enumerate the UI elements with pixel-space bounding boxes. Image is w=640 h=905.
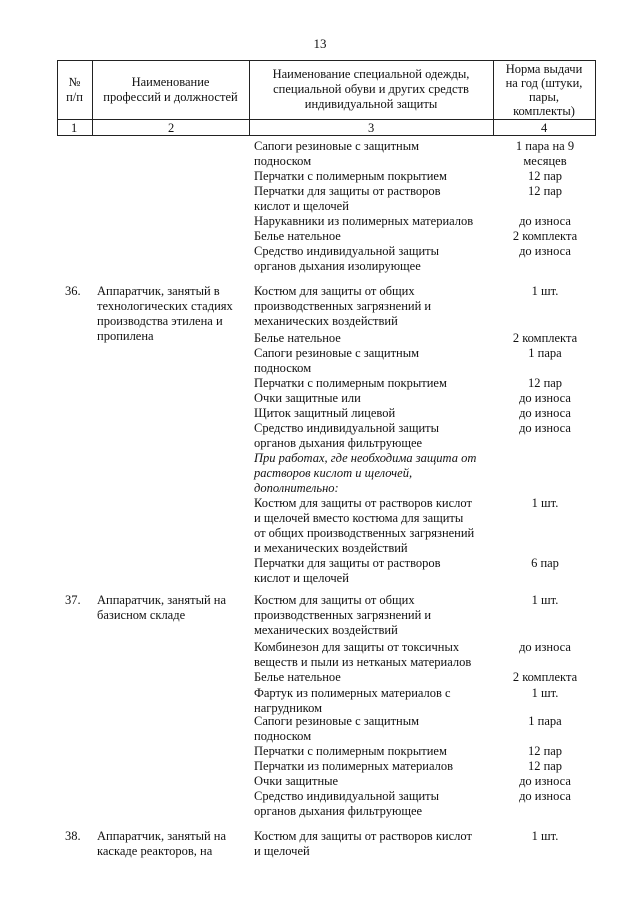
equipment-item-line: производственных загрязнений и [254,608,432,622]
equipment-item-line: Перчатки для защиты от растворов [254,184,441,198]
issue-norm: до износа [519,244,571,258]
issue-norm: 1 пара [528,346,562,360]
issue-norm: 1 пара [528,714,562,728]
issue-norm: 2 комплекта [512,670,578,684]
equipment-item-line: Сапоги резиновые с защитным [254,714,420,728]
equipment-item-line: Нарукавники из полимерных материалов [254,214,474,228]
equipment-item-line: растворов кислот и щелочей, [254,466,413,480]
issue-norm: 1 шт. [531,496,559,510]
equipment-item-line: Перчатки с полимерным покрытием [254,169,447,183]
issue-norm: 1 шт. [531,686,559,700]
profession-line: технологических стадиях [97,299,233,313]
issue-norm: 1 шт. [531,593,559,607]
equipment-item-line: Средство индивидуальной защиты [254,421,440,435]
equipment-item-line: Очки защитные [254,774,339,788]
header-col-items: Наименование специальной одежды, специальной обуви и других средств индивидуальной защиты [272,67,470,111]
issue-norm: 12 пар [527,376,563,390]
equipment-item-line: дополнительно: [254,481,339,495]
equipment-item-line: Перчатки для защиты от растворов [254,556,441,570]
equipment-item-line: Фартук из полимерных материалов с [254,686,451,700]
equipment-item-line: Перчатки с полимерным покрытием [254,744,447,758]
issue-norm: 12 пар [527,169,563,183]
equipment-item-line: производственных загрязнений и [254,299,432,313]
issue-norm: 2 комплекта [512,229,578,243]
profession-line: Аппаратчик, занятый на [97,829,227,843]
equipment-item-line: от общих производственных загрязнений [254,526,475,540]
equipment-item-line: органов дыхания фильтрующее [254,436,423,450]
equipment-item-line: Костюм для защиты от растворов кислот [254,829,472,843]
issue-norm: до износа [519,789,571,803]
equipment-item-line: и щелочей [254,844,310,858]
row-number: 36. [65,284,81,298]
profession-line: производства этилена и [97,314,223,328]
equipment-item-line: механических воздействий [254,623,398,637]
equipment-item-line: При работах, где необходима защита от [254,451,477,465]
equipment-item-line: подноском [254,154,312,168]
equipment-item-line: Белье нательное [254,331,341,345]
issue-norm: 12 пар [527,184,563,198]
equipment-item-line: подноском [254,361,312,375]
equipment-item-line: и механических воздействий [254,541,408,555]
issue-norm: 6 пар [531,556,559,570]
issue-norm: 12 пар [527,744,563,758]
equipment-item-line: Костюм для защиты от общих [254,284,415,298]
equipment-item-line: веществ и пыли из нетканых материалов [254,655,472,669]
issue-norm: до износа [519,421,571,435]
issue-norm: до износа [519,406,571,420]
equipment-item-line: Белье нательное [254,670,341,684]
profession-line: пропилена [97,329,154,343]
equipment-item-line: Комбинезон для защиты от токсичных [254,640,460,654]
issue-norm: 1 шт. [531,829,559,843]
profession-line: Аппаратчик, занятый на [97,593,227,607]
equipment-item-line: и щелочей вместо костюма для защиты [254,511,464,525]
equipment-item-line: Средство индивидуальной защиты [254,789,440,803]
equipment-item-line: Щиток защитный лицевой [254,406,396,420]
issue-norm: 12 пар [527,759,563,773]
issue-norm: до износа [519,774,571,788]
profession-line: базисном складе [97,608,186,622]
equipment-item-line: Перчатки из полимерных материалов [254,759,454,773]
equipment-item-line: нагрудником [254,701,323,715]
equipment-item-line: подноском [254,729,312,743]
equipment-item-line: кислот и щелочей [254,199,349,213]
equipment-item-line: Сапоги резиновые с защитным [254,139,420,153]
header-col-number: № п/п [66,74,83,104]
row-number: 37. [65,593,81,607]
issue-norm: 1 пара на 9 [515,139,575,153]
header-col-profession: Наименование профессий и должностей [103,74,238,104]
equipment-item-line: органов дыхания изолирующее [254,259,421,273]
issue-norm: до износа [519,214,571,228]
header-col-norm: Норма выдачи на год (штуки, пары, комплекты) [505,61,583,118]
issue-norm: 1 шт. [531,284,559,298]
equipment-item-line: органов дыхания фильтрующее [254,804,423,818]
equipment-item-line: Костюм для защиты от растворов кислот [254,496,472,510]
equipment-item-line: Средство индивидуальной защиты [254,244,440,258]
equipment-item-line: Перчатки с полимерным покрытием [254,376,447,390]
page-number: 13 [313,36,327,51]
profession-line: Аппаратчик, занятый в [97,284,220,298]
issue-norm: до износа [519,640,571,654]
issue-norm: месяцев [523,154,567,168]
equipment-item-line: Белье нательное [254,229,341,243]
equipment-item-line: механических воздействий [254,314,398,328]
equipment-item-line: Сапоги резиновые с защитным [254,346,420,360]
equipment-item-line: Очки защитные или [254,391,361,405]
row-number: 38. [65,829,81,843]
equipment-item-line: кислот и щелочей [254,571,349,585]
issue-norm: до износа [519,391,571,405]
profession-line: каскаде реакторов, на [97,844,213,858]
issue-norm: 2 комплекта [512,331,578,345]
equipment-item-line: Костюм для защиты от общих [254,593,415,607]
